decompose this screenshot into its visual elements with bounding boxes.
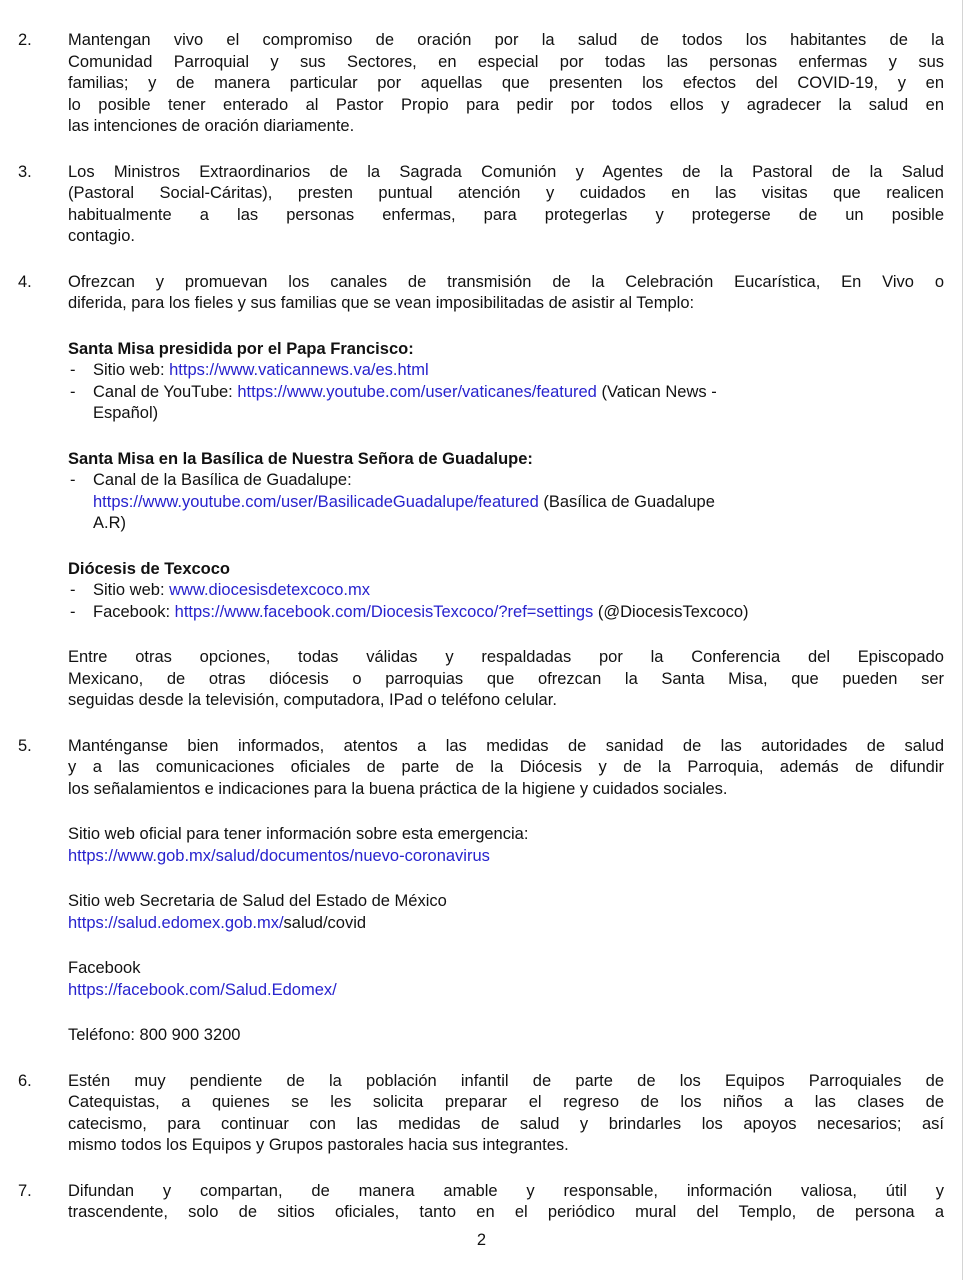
- hyperlink[interactable]: https://facebook.com/Salud.Edomex/: [68, 980, 337, 999]
- numbered-item: [18, 272, 944, 315]
- text-line: habitualmente a las personas enfermas, para protegerlas y protegerse de un posible: [68, 205, 944, 224]
- text-line: [68, 913, 944, 935]
- text-line: Mexicano, de otras diócesis o parroquias que ofrezcan la Santa Misa, que pueden ser: [68, 669, 944, 688]
- numbered-item: [18, 162, 944, 248]
- paragraph-spacer: [68, 1157, 944, 1181]
- text-line: [68, 403, 944, 425]
- dash-bullet: -: [70, 361, 76, 379]
- paragraph-spacer: [68, 248, 944, 272]
- bullet-item: [68, 602, 944, 624]
- dash-bullet: -: [70, 602, 76, 621]
- bullet-item: [68, 580, 944, 602]
- item-number: 5.: [18, 736, 32, 755]
- text-line: trascendente, solo de sitios oficiales, tanto en el periódico mural del Templo, de persona a: [68, 1203, 944, 1221]
- paragraph-spacer: [68, 712, 944, 736]
- text-line: [68, 846, 944, 868]
- text-segment: Facebook:: [93, 602, 175, 621]
- hyperlink[interactable]: https://www.youtube.com/user/BasilicadeGuadalupe/featured: [93, 492, 539, 511]
- paragraph-spacer: [68, 867, 944, 891]
- text-segment: (@DiocesisTexcoco): [593, 602, 749, 621]
- paragraph-spacer: [68, 315, 944, 339]
- text-segment: Sitio web Secretaria de Salud del Estado de México: [68, 892, 447, 910]
- text-segment: Canal de la Basílica de Guadalupe:: [93, 471, 352, 489]
- text-segment: Sitio web:: [93, 361, 170, 379]
- item-number: 3.: [18, 162, 32, 181]
- text-line: los señalamientos e indicaciones para la buena práctica de la higiene y cuidados sociales.: [68, 779, 728, 798]
- text-segment: (Vatican News -: [596, 382, 717, 401]
- text-line: Difundan y compartan, de manera amable y responsable, información valiosa, útil y: [68, 1181, 944, 1200]
- text-line: [68, 382, 944, 404]
- paragraph-spacer: [68, 1047, 944, 1071]
- text-line: [68, 470, 944, 492]
- document-body: [18, 30, 944, 1224]
- numbered-item: [18, 1181, 944, 1224]
- text-segment: Canal de YouTube:: [93, 382, 238, 401]
- numbered-item: [18, 30, 944, 138]
- text-line: Catequistas, a quienes se les solicita preparar el regreso de los niños a las clases de: [68, 1093, 944, 1111]
- text-line: [68, 360, 944, 382]
- text-line: mismo todos los Equipos y Grupos pastorales hacia sus integrantes.: [68, 1136, 569, 1154]
- paragraph-spacer: [68, 623, 944, 647]
- paragraph: [68, 647, 944, 712]
- info-lines: [68, 891, 944, 934]
- text-segment: Español): [93, 404, 159, 422]
- paragraph-spacer: [68, 800, 944, 824]
- text-line: lo posible tener enterado al Pastor Propio para pedir por todos ellos y agradecer la salud en: [68, 95, 944, 114]
- text-line: familias; y de manera particular por aquellas que presenten los efectos del COVID-19, y en: [68, 74, 944, 92]
- info-lines: [68, 1025, 944, 1047]
- text-segment: Sitio web oficial para tener información sobre esta emergencia:: [68, 825, 529, 843]
- hyperlink[interactable]: https://www.vaticannews.va/es.html: [169, 361, 429, 379]
- numbered-item: [18, 736, 944, 801]
- text-line: Entre otras opciones, todas válidas y respaldadas por la Conferencia del Episcopado: [68, 648, 944, 666]
- paragraph-spacer: [68, 934, 944, 958]
- subsection-heading: Diócesis de Texcoco: [68, 559, 231, 578]
- text-line: Ofrezcan y promuevan los canales de transmisión de la Celebración Eucarística, En Vivo o: [68, 272, 944, 291]
- paragraph-spacer: [68, 425, 944, 449]
- text-line: [68, 958, 944, 980]
- text-line: [68, 891, 944, 913]
- text-line: y a las comunicaciones oficiales de parte de la Diócesis y de la Parroquia, además de difundir: [68, 758, 944, 776]
- paragraph-spacer: [68, 138, 944, 162]
- text-line: [68, 980, 944, 1002]
- hyperlink[interactable]: https://salud.edomex.gob.mx/: [68, 913, 284, 932]
- dash-bullet: -: [70, 382, 76, 401]
- page-number: 2: [476, 1231, 487, 1249]
- dash-bullet: -: [70, 581, 76, 599]
- item-number: 6.: [18, 1071, 32, 1090]
- text-line: [68, 824, 944, 846]
- text-line: [68, 602, 944, 624]
- text-line: (Pastoral Social-Cáritas), presten puntual atención y cuidados en las visitas que realicen: [68, 184, 944, 202]
- text-line: Mantengan vivo el compromiso de oración por la salud de todos los habitantes de la: [68, 31, 944, 49]
- text-line: Comunidad Parroquial y sus Sectores, en especial por todas las personas enfermas y sus: [68, 52, 944, 71]
- bullet-item: [68, 382, 944, 425]
- text-segment: Teléfono: 800 900 3200: [68, 1026, 241, 1044]
- text-segment: A.R): [93, 514, 126, 532]
- info-lines: [68, 824, 944, 867]
- text-line: [68, 580, 944, 602]
- subsection-heading: Santa Misa presidida por el Papa Francisco:: [68, 339, 414, 358]
- text-segment: salud/covid: [283, 913, 367, 932]
- text-line: diferida, para los fieles y sus familias que se vean imposibilitadas de asistir al Templo:: [68, 294, 695, 312]
- numbered-item: [18, 1071, 944, 1157]
- text-segment: (Basílica de Guadalupe: [538, 492, 715, 511]
- text-line: seguidas desde la televisión, computadora, IPad o teléfono celular.: [68, 691, 557, 709]
- text-line: [68, 513, 944, 535]
- item-number: 2.: [18, 31, 32, 49]
- paragraph-spacer: [68, 535, 944, 559]
- info-lines: [68, 958, 944, 1001]
- page-edge-line: [962, 0, 963, 1280]
- hyperlink[interactable]: www.diocesisdetexcoco.mx: [169, 581, 370, 599]
- text-line: Los Ministros Extraordinarios de la Sagrada Comunión y Agentes de la Pastoral de la Salud: [68, 162, 944, 181]
- text-line: [68, 492, 944, 514]
- text-line: catecismo, para continuar con las medidas de salud y brindarles los apoyos necesarios; así: [68, 1114, 944, 1133]
- text-segment: Sitio web:: [93, 581, 170, 599]
- dash-bullet: -: [70, 471, 76, 489]
- text-line: Estén muy pendiente de la población infantil de parte de los Equipos Parroquiales de: [68, 1071, 944, 1090]
- hyperlink[interactable]: https://www.youtube.com/user/vaticanes/featured: [237, 382, 597, 401]
- text-line: contagio.: [68, 227, 135, 245]
- item-number: 7.: [18, 1181, 32, 1200]
- text-line: las intenciones de oración diariamente.: [68, 117, 355, 135]
- text-line: [68, 1025, 944, 1047]
- item-number: 4.: [18, 272, 32, 291]
- text-segment: Facebook: [68, 959, 141, 977]
- paragraph-spacer: [68, 1001, 944, 1025]
- hyperlink[interactable]: https://www.facebook.com/DiocesisTexcoco/?ref=settings: [174, 602, 594, 621]
- text-line: Manténganse bien informados, atentos a las medidas de sanidad de las autoridades de salud: [68, 736, 944, 755]
- bullet-item: [68, 470, 944, 535]
- bullet-item: [68, 360, 944, 382]
- hyperlink[interactable]: https://www.gob.mx/salud/documentos/nuevo-coronavirus: [68, 846, 490, 865]
- subsection-heading: Santa Misa en la Basílica de Nuestra Señora de Guadalupe:: [68, 449, 533, 468]
